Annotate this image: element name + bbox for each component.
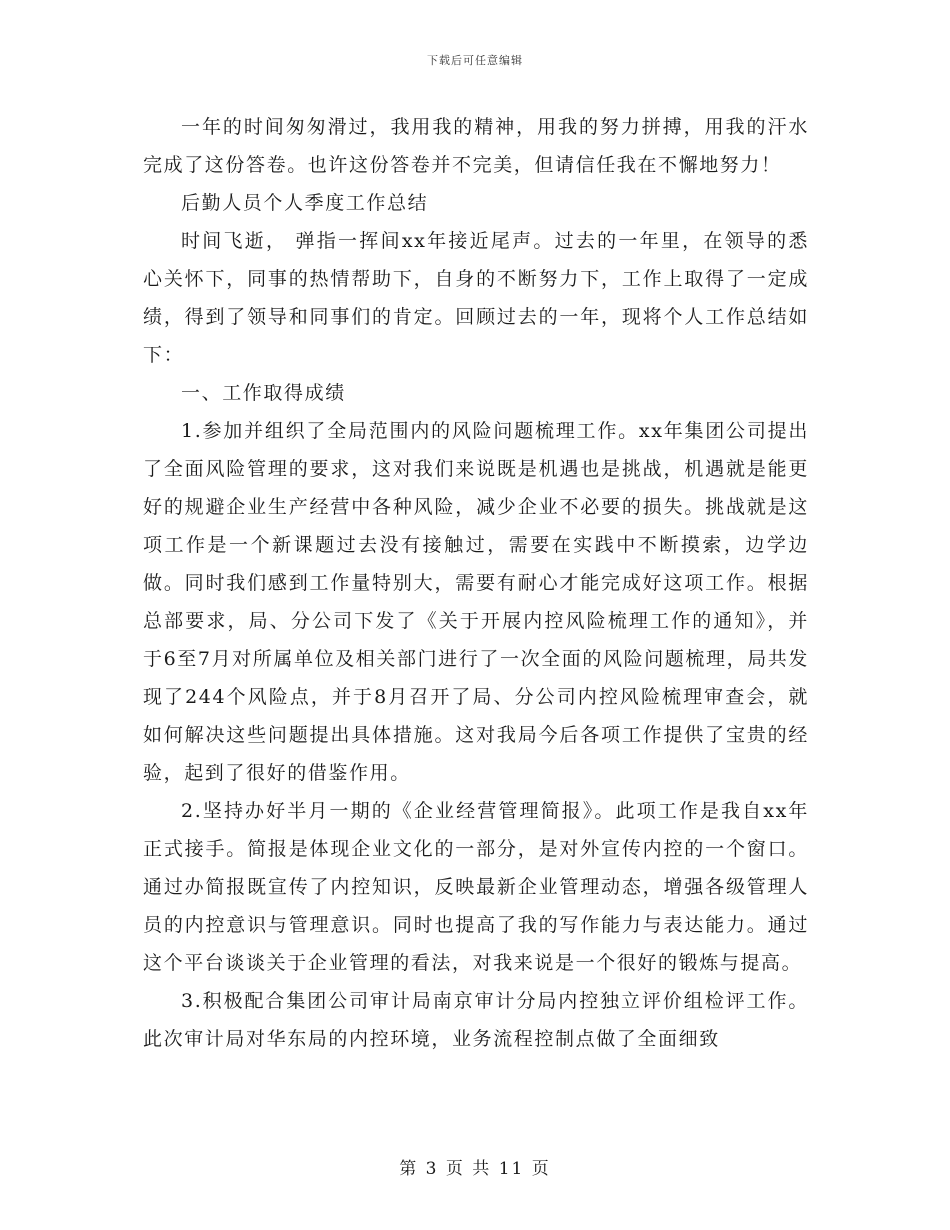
- paragraph-item-2: 2.坚持办好半月一期的《企业经营管理简报》。此项工作是我自xx年正式接手。简报是体现企业文化的一部分，是对外宣传内控的一个窗口。通过办简报既宣传了内控知识，反映最新企业管理动态，增强各级管理人员的内控意识与管理意识。同时也提高了我的写作能力与表达能力。通过这个平台谈谈关于企业管理的看法，对我来说是一个很好的锻炼与提高。: [143, 800, 809, 974]
- paragraph-item-1: 1.参加并组织了全局范围内的风险问题梳理工作。xx年集团公司提出了全面风险管理的要求，这对我们来说既是机遇也是挑战，机遇就是能更好的规避企业生产经营中各种风险，减少企业不必要的损失。挑战就是这项工作是一个新课题过去没有接触过，需要在实践中不断摸索，边学边做。同时我们感到工作量特别大，需要有耐心才能完成好这项工作。根据总部要求，局、分公司下发了《关于开展内控风险梳理工作的通知》，并于6至7月对所属单位及相关部门进行了一次全面的风险问题梳理，局共发现了244个风险点，并于8月召开了局、分公司内控风险梳理审查会，就如何解决这些问题提出具体措施。这对我局今后各项工作提供了宝贵的经验，起到了很好的借鉴作用。: [143, 420, 809, 784]
- paragraph-closing: 一年的时间匆匆滑过，我用我的精神，用我的努力拼搏，用我的汗水完成了这份答卷。也许这份答卷并不完美，但请信任我在不懈地努力！: [143, 116, 809, 176]
- paragraph-intro: 时间飞逝， 弹指一挥间xx年接近尾声。过去的一年里，在领导的悉心关怀下，同事的热情帮助下，自身的不断努力下，工作上取得了一定成绩，得到了领导和同事们的肯定。回顾过去的一年，现将个人工作总结如下：: [143, 230, 809, 366]
- page-header: 下载后可任意编辑: [427, 54, 523, 67]
- section-title: 后勤人员个人季度工作总结: [181, 192, 429, 214]
- page-number: 第 3 页 共 11 页: [399, 1159, 551, 1179]
- section-heading: 一、工作取得成绩: [181, 382, 346, 404]
- document-body: [143, 108, 809, 1058]
- paragraph-item-3: 3.积极配合集团公司审计局南京审计分局内控独立评价组检评工作。此次审计局对华东局的内控环境，业务流程控制点做了全面细致: [143, 990, 809, 1050]
